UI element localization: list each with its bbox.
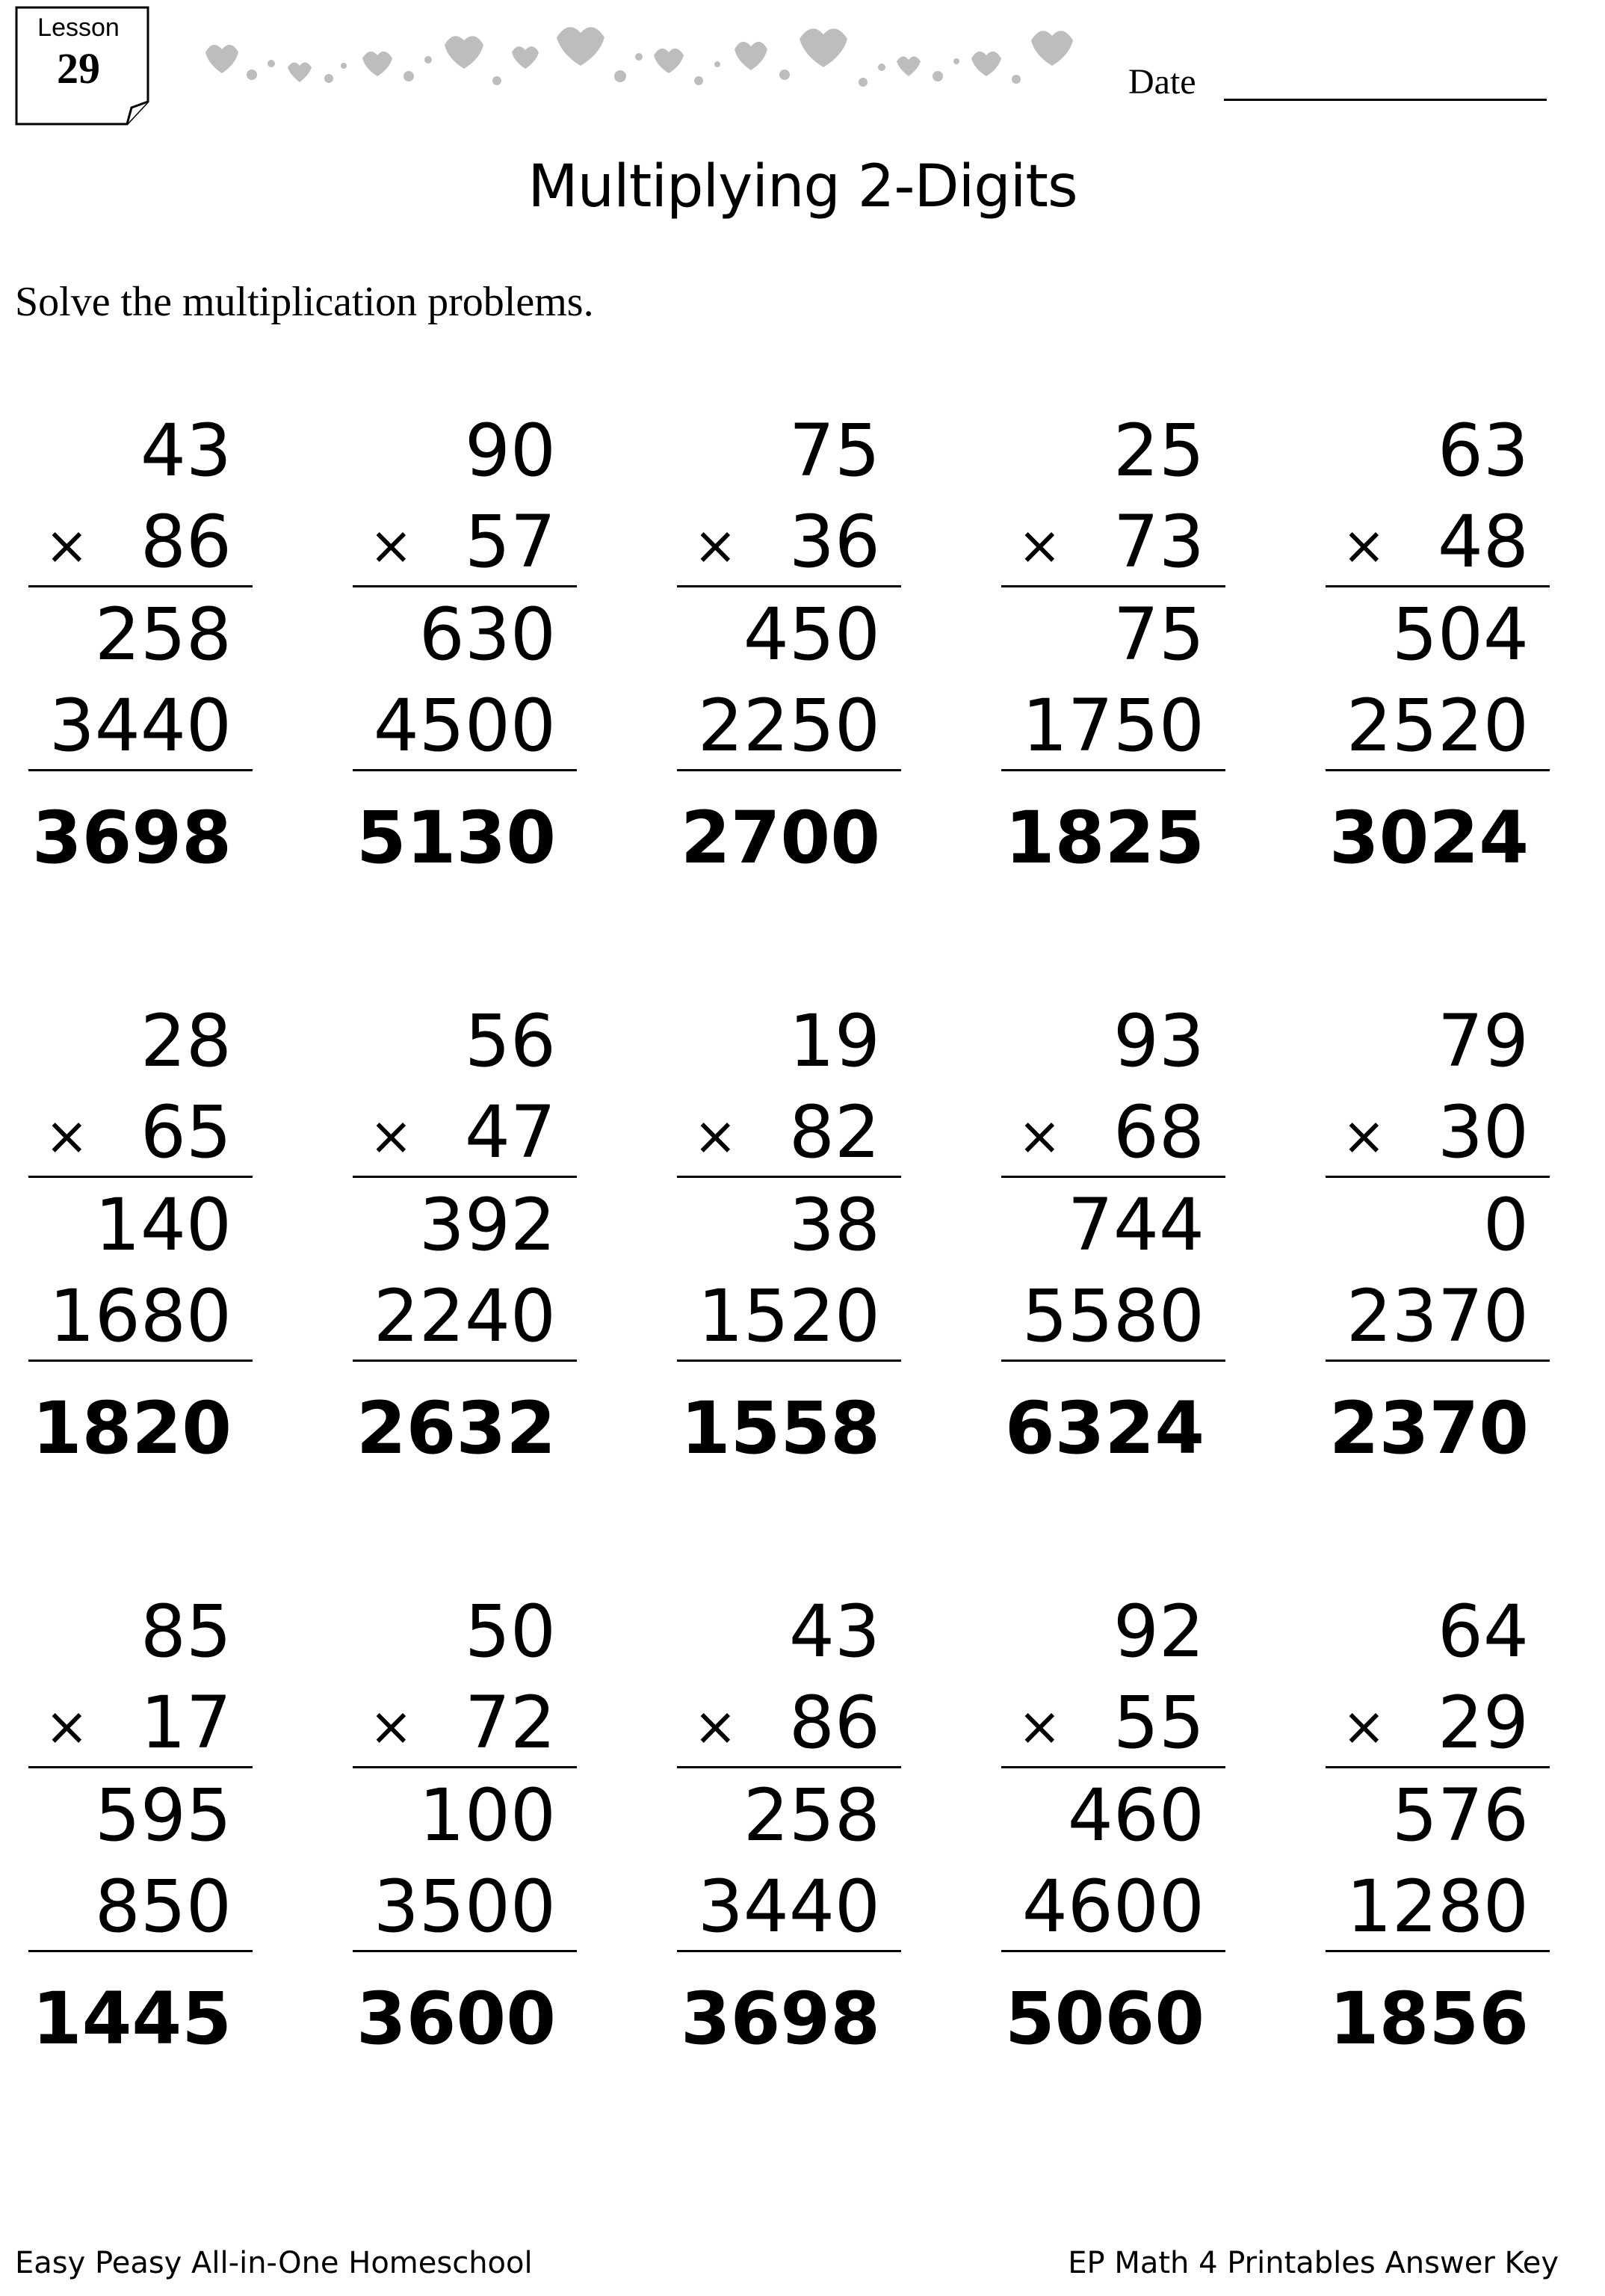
partial-product-1: 258 (743, 1774, 880, 1857)
problem (1326, 1590, 1550, 2074)
partial-product-2: 3500 (373, 1865, 556, 1948)
multiply-sign: × (1342, 515, 1386, 576)
multiply-sign: × (693, 515, 737, 576)
problem (1001, 409, 1225, 893)
problem (677, 409, 901, 893)
multiplier: 55 (1113, 1681, 1204, 1765)
sum-line (1326, 769, 1550, 771)
lesson-number: 29 (57, 44, 100, 93)
partial-product-1: 504 (1391, 593, 1529, 676)
final-answer: 3024 (1329, 796, 1529, 880)
problem (28, 999, 253, 1484)
multiplicand: 63 (1437, 409, 1529, 493)
product-line (1326, 1176, 1550, 1178)
problem (1326, 999, 1550, 1484)
product-line (677, 585, 901, 587)
final-answer: 2370 (1329, 1386, 1529, 1470)
partial-product-1: 595 (94, 1774, 232, 1857)
sum-line (353, 1360, 577, 1362)
multiplier: 29 (1437, 1681, 1529, 1765)
problem (1001, 999, 1225, 1484)
multiplicand: 43 (140, 409, 232, 493)
final-answer: 3698 (31, 796, 232, 880)
partial-product-2: 1750 (1021, 684, 1204, 768)
partial-product-1: 0 (1482, 1183, 1529, 1267)
partial-product-2: 2250 (697, 684, 880, 768)
partial-product-1: 450 (743, 593, 880, 676)
multiplicand: 25 (1113, 409, 1204, 493)
multiply-sign: × (45, 1696, 89, 1757)
multiplier: 86 (788, 1681, 880, 1765)
sum-line (28, 1360, 253, 1362)
multiplier: 73 (1113, 500, 1204, 584)
partial-product-2: 2370 (1346, 1274, 1529, 1358)
multiplicand: 19 (788, 999, 880, 1083)
problem (353, 409, 577, 893)
lesson-label: Lesson (37, 13, 120, 42)
page-title: Multiplying 2-Digits (528, 153, 1077, 220)
partial-product-2: 3440 (697, 1865, 880, 1948)
multiply-sign: × (1342, 1696, 1386, 1757)
sum-line (1326, 1360, 1550, 1362)
sum-line (677, 1360, 901, 1362)
problem (1001, 1590, 1225, 2074)
final-answer: 2700 (680, 796, 880, 880)
sum-line (353, 1950, 577, 1952)
partial-product-2: 3440 (49, 684, 232, 768)
final-answer: 5130 (356, 796, 556, 880)
partial-product-1: 576 (1391, 1774, 1529, 1857)
partial-product-1: 140 (94, 1183, 232, 1267)
product-line (353, 585, 577, 587)
multiply-sign: × (1342, 1105, 1386, 1167)
partial-product-2: 1520 (697, 1274, 880, 1358)
multiply-sign: × (369, 515, 413, 576)
product-line (1326, 1766, 1550, 1768)
partial-product-1: 38 (788, 1183, 880, 1267)
multiplicand: 43 (788, 1590, 880, 1673)
multiplier: 30 (1437, 1090, 1529, 1174)
final-answer: 1856 (1329, 1977, 1529, 2061)
sum-line (677, 1950, 901, 1952)
final-answer: 1558 (680, 1386, 880, 1470)
problem (677, 1590, 901, 2074)
problem (353, 999, 577, 1484)
product-line (1326, 585, 1550, 587)
multiplier: 68 (1113, 1090, 1204, 1174)
multiply-sign: × (369, 1105, 413, 1167)
multiply-sign: × (369, 1696, 413, 1757)
partial-product-1: 100 (418, 1774, 556, 1857)
multiplier: 36 (788, 500, 880, 584)
multiply-sign: × (693, 1105, 737, 1167)
multiply-sign: × (1018, 1105, 1062, 1167)
multiply-sign: × (1018, 515, 1062, 576)
problem (353, 1590, 577, 2074)
multiply-sign: × (45, 1105, 89, 1167)
product-line (1001, 585, 1225, 587)
multiplicand: 50 (464, 1590, 556, 1673)
product-line (28, 1176, 253, 1178)
date-label: Date (1128, 62, 1196, 102)
multiplicand: 79 (1437, 999, 1529, 1083)
final-answer: 1820 (31, 1386, 232, 1470)
multiplicand: 28 (140, 999, 232, 1083)
partial-product-2: 850 (94, 1865, 232, 1948)
partial-product-2: 4600 (1021, 1865, 1204, 1948)
product-line (677, 1176, 901, 1178)
product-line (353, 1766, 577, 1768)
multiplier: 82 (788, 1090, 880, 1174)
multiplier: 57 (464, 500, 556, 584)
footer-book-title: EP Math 4 Printables Answer Key (1068, 2246, 1559, 2280)
final-answer: 6324 (1004, 1386, 1204, 1470)
sum-line (1001, 769, 1225, 771)
multiplicand: 90 (464, 409, 556, 493)
final-answer: 3600 (356, 1977, 556, 2061)
sum-line (677, 769, 901, 771)
product-line (1001, 1766, 1225, 1768)
partial-product-1: 258 (94, 593, 232, 676)
final-answer: 1445 (31, 1977, 232, 2061)
problem (677, 999, 901, 1484)
multiply-sign: × (45, 515, 89, 576)
final-answer: 5060 (1004, 1977, 1204, 2061)
multiplicand: 75 (788, 409, 880, 493)
sum-line (1326, 1950, 1550, 1952)
partial-product-1: 630 (418, 593, 556, 676)
partial-product-1: 460 (1067, 1774, 1204, 1857)
product-line (1001, 1176, 1225, 1178)
product-line (28, 585, 253, 587)
partial-product-2: 2520 (1346, 684, 1529, 768)
partial-product-2: 2240 (373, 1274, 556, 1358)
product-line (353, 1176, 577, 1178)
multiplier: 86 (140, 500, 232, 584)
product-line (677, 1766, 901, 1768)
final-answer: 1825 (1004, 796, 1204, 880)
partial-product-2: 1680 (49, 1274, 232, 1358)
multiplicand: 92 (1113, 1590, 1204, 1673)
sum-line (28, 1950, 253, 1952)
partial-product-1: 744 (1067, 1183, 1204, 1267)
sum-line (353, 769, 577, 771)
multiplier: 17 (140, 1681, 232, 1765)
problem (28, 1590, 253, 2074)
final-answer: 2632 (356, 1386, 556, 1470)
final-answer: 3698 (680, 1977, 880, 2061)
footer-publisher: Easy Peasy All-in-One Homeschool (15, 2246, 533, 2280)
sum-line (28, 769, 253, 771)
multiply-sign: × (1018, 1696, 1062, 1757)
multiplicand: 64 (1437, 1590, 1529, 1673)
sum-line (1001, 1360, 1225, 1362)
multiplier: 47 (464, 1090, 556, 1174)
partial-product-1: 392 (418, 1183, 556, 1267)
problem (1326, 409, 1550, 893)
multiplicand: 85 (140, 1590, 232, 1673)
partial-product-2: 1280 (1346, 1865, 1529, 1948)
partial-product-2: 4500 (373, 684, 556, 768)
problem (28, 409, 253, 893)
multiplier: 65 (140, 1090, 232, 1174)
multiplier: 72 (464, 1681, 556, 1765)
product-line (28, 1766, 253, 1768)
partial-product-2: 5580 (1021, 1274, 1204, 1358)
sum-line (1001, 1950, 1225, 1952)
instructions: Solve the multiplication problems. (15, 279, 594, 325)
multiplicand: 56 (464, 999, 556, 1083)
multiply-sign: × (693, 1696, 737, 1757)
multiplier: 48 (1437, 500, 1529, 584)
multiplicand: 93 (1113, 999, 1204, 1083)
partial-product-1: 75 (1113, 593, 1204, 676)
